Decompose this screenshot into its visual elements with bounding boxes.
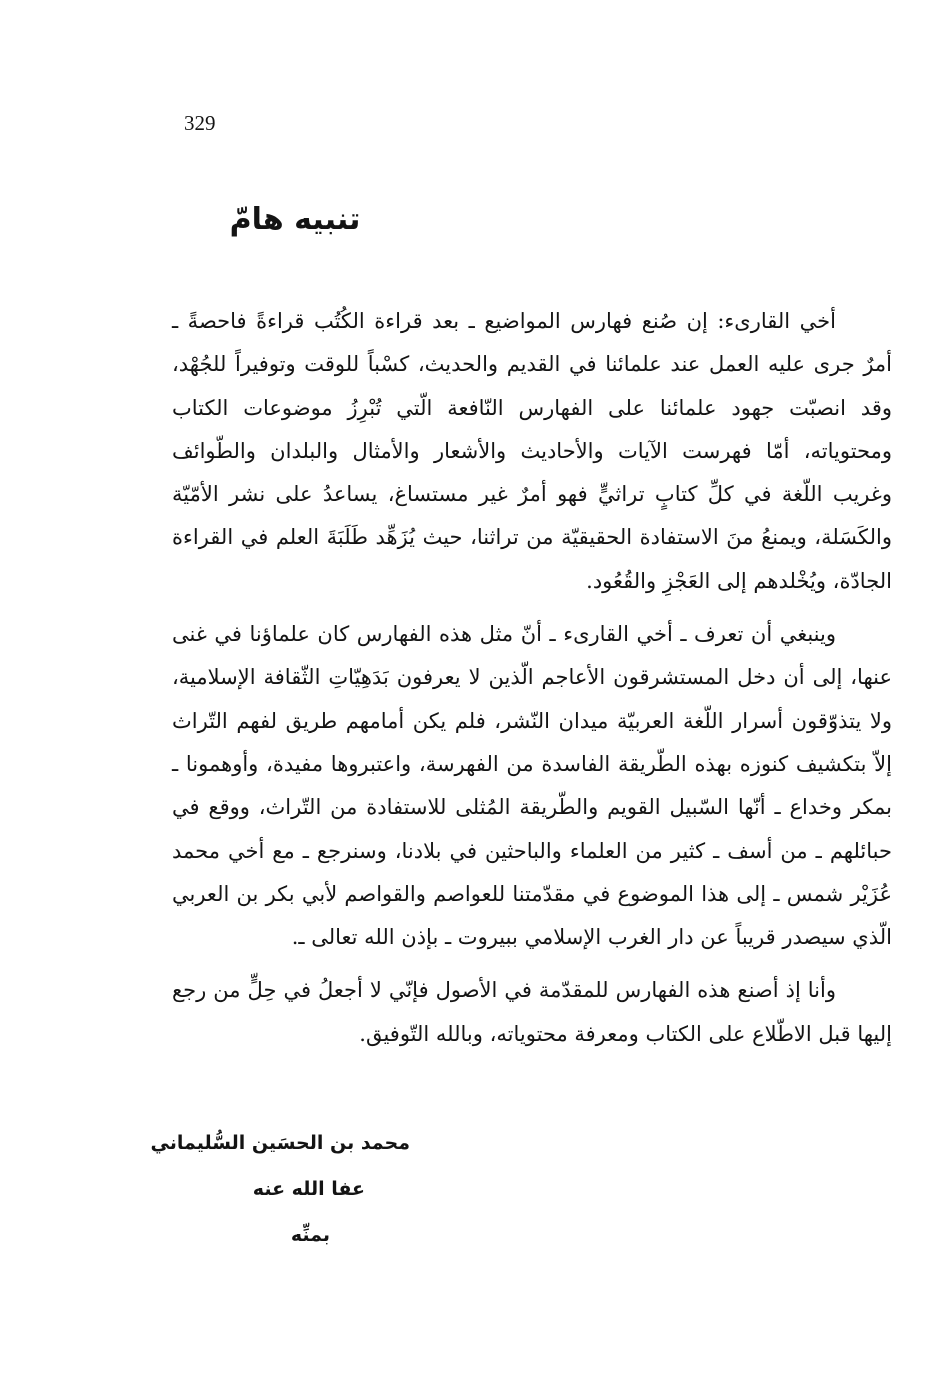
page-title: تنبيه هامّ — [229, 202, 361, 237]
signature-name: محمد بن الحسَين السُّليماني — [150, 1132, 410, 1154]
body-text — [172, 300, 892, 1066]
paragraph-2: وينبغي أن تعرف ـ أخي القارىء ـ أنّ مثل هذه الفهارس كان علماؤنا في غنى عنها، إلى أن دخل المستشرقون الأعاجم الّذين لا يعرفون بَدَهِيّاتِ الثّقافة الإسلامية، ولا يتذوّقون أسرار اللّغة العربيّة ميدان النّشر، فلم يكن أمامهم طريق لفهم التّراث إلاّ بتكشيف كنوزه بهذه الطّريقة الفاسدة من الفهرسة، واعتبروها مفيدة، وأوهمونا ـ بمكر وخداع ـ أنّها السّبيل القويم والطّريقة المُثلى للاستفادة من التّراث، ووقع في حبائلهم ـ من أسف ـ كثير من العلماء والباحثين في بلادنا، وسنرجع ـ مع أخي محمد عُزَيْر شمس ـ إلى هذا الموضوع في مقدّمتنا للعواصم والقواصم لأبي بكر بن العربي الّذي سيصدر قريباً عن دار الغرب الإسلامي ببيروت ـ بإذن الله تعالى ـ. — [172, 622, 892, 950]
signature-closing: بمنِّه — [290, 1224, 330, 1246]
paragraph-3: وأنا إذ أصنع هذه الفهارس للمقدّمة في الأصول فإنّي لا أجعلُ في حِلٍّ من رجع إليها قبل الاطّلاع على الكتاب ومعرفة محتوياته، وبالله التّوفيق. — [172, 978, 892, 1046]
paragraph-1: أخي القارىء: إن صُنع فهارس المواضيع ـ بعد قراءة الكُتُب قراءةً فاحصةً ـ أمرٌ جرى عليه العمل عند علمائنا في القديم والحديث، كسْباً للوقت وتوفيراً للجُهْد، وقد انصبّت جهود علمائنا على الفهارس النّافعة الّتي تُبْرِزُ موضوعات الكتاب ومحتوياته، أمّا فهرست الآيات والأحاديث والأشعار والأمثال والبلدان والطّوائف وغريب اللّغة في كلِّ كتابٍ تراثيٍّ فهو أمرٌ غير مستساغ، يساعدُ على نشر الأمّيّة والكَسَلة، ويمنعُ منَ الاستفادة الحقيقيّة من تراثنا، حيث يُزَهِّد طَلَبَةَ العلم في القراءة الجادّة، ويُخْلدهم إلى العَجْزِ والقُعُود. — [172, 309, 892, 593]
signature-prayer: عفا الله عنه — [252, 1178, 365, 1200]
page-number: 329 — [184, 111, 216, 135]
